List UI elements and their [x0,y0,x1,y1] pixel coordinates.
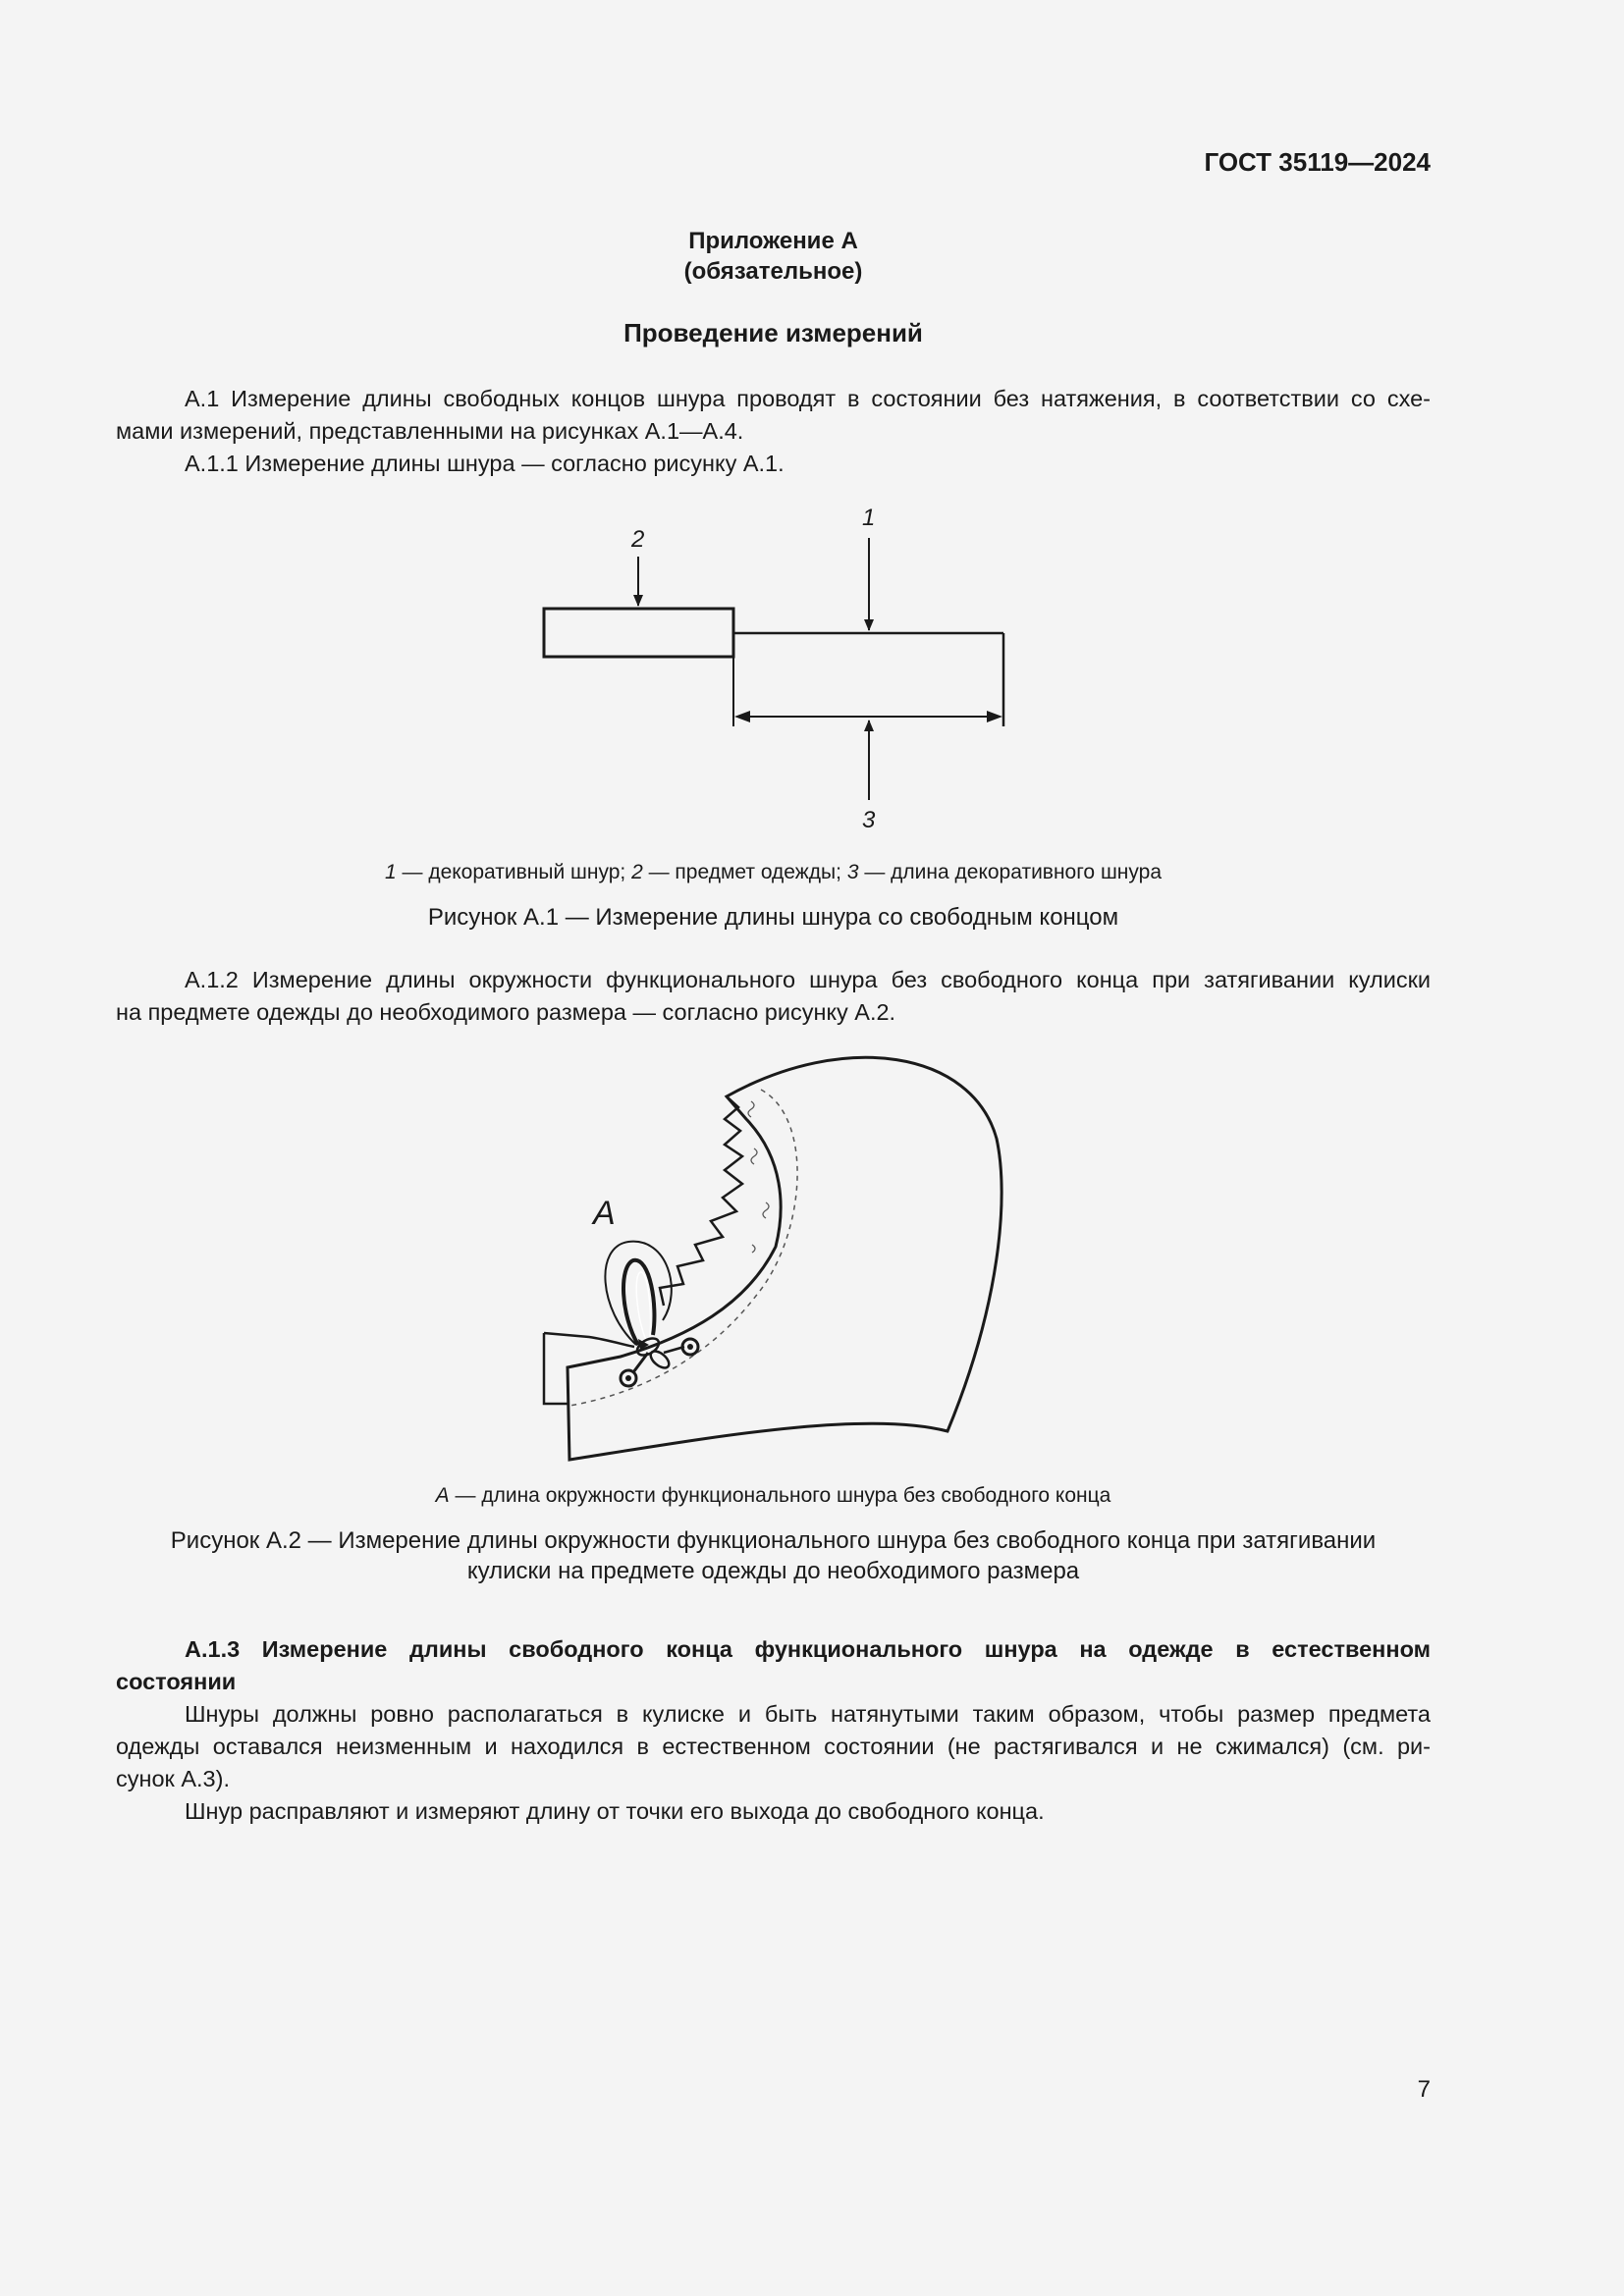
document-code: ГОСТ 35119—2024 [1204,147,1431,177]
figure-a2-label-a: А [593,1195,616,1232]
figure-a1-label-2: 2 [631,526,645,553]
figure-a1-label-3: 3 [862,807,876,833]
figure-a2-caption-line1: Рисунок А.2 — Измерение длины окружности функционального шнура без свободного конца при затягивании [170,1527,1377,1554]
paragraph-a1-line2: мами измерений, представленными на рисунках А.1—А.4. [116,418,744,444]
appendix-title: Приложение А [688,228,858,254]
appendix-status: (обязательное) [683,258,863,285]
paragraph-a12-line2: на предмете одежды до необходимого размера — согласно рисунку А.2. [116,999,896,1025]
figure-a2-legend: А — длина окружности функционального шнура без свободного конца [435,1484,1111,1507]
paragraph-a13-line1: А.1.3 Измерение длины свободного конца функционального шнура на одежде в естественном [185,1636,1431,1662]
paragraph-a13-line2: состоянии [116,1669,237,1694]
figure-a1-label-1: 1 [862,505,876,531]
garment-rectangle [544,609,733,657]
zigzag-edge [660,1096,742,1306]
paragraph-cords-line3: сунок А.3). [116,1766,230,1791]
figure-a1-legend: 1 — декоративный шнур; 2 — предмет одежды; 3 — длина декоративного шнура [384,861,1163,883]
paragraph-a1-line1: А.1 Измерение длины свободных концов шнура проводят в состоянии без натяжения, в соответствии со схе- [185,386,1431,411]
figure-a1-caption: Рисунок А.1 — Измерение длины шнура со свободным концом [427,904,1119,931]
paragraph-cords-line1: Шнуры должны ровно располагаться в кулиске и быть натянутыми таким образом, чтобы размер предмета [185,1701,1431,1727]
paragraph-spread: Шнур расправляют и измеряют длину от точки его выхода до свободного конца. [185,1798,1045,1824]
page-number: 7 [1417,2076,1431,2103]
figure-a2-caption-line2: кулиски на предмете одежды до необходимого размера [466,1558,1080,1584]
paragraph-a12-line1: А.1.2 Измерение длины окружности функционального шнура без свободного конца при затягивании кулиски [185,967,1431,992]
figure-a2-diagram [530,1041,1021,1472]
paragraph-cords-line2: одежды оставался неизменным и находился в естественном состоянии (не растягивался и не сжимался) (см. ри- [116,1734,1431,1759]
section-heading: Проведение измерений [623,318,923,347]
stitch-line [569,1090,797,1406]
paragraph-a11: А.1.1 Измерение длины шнура — согласно рисунку А.1. [185,451,785,476]
figure-a1-diagram [530,501,1041,834]
